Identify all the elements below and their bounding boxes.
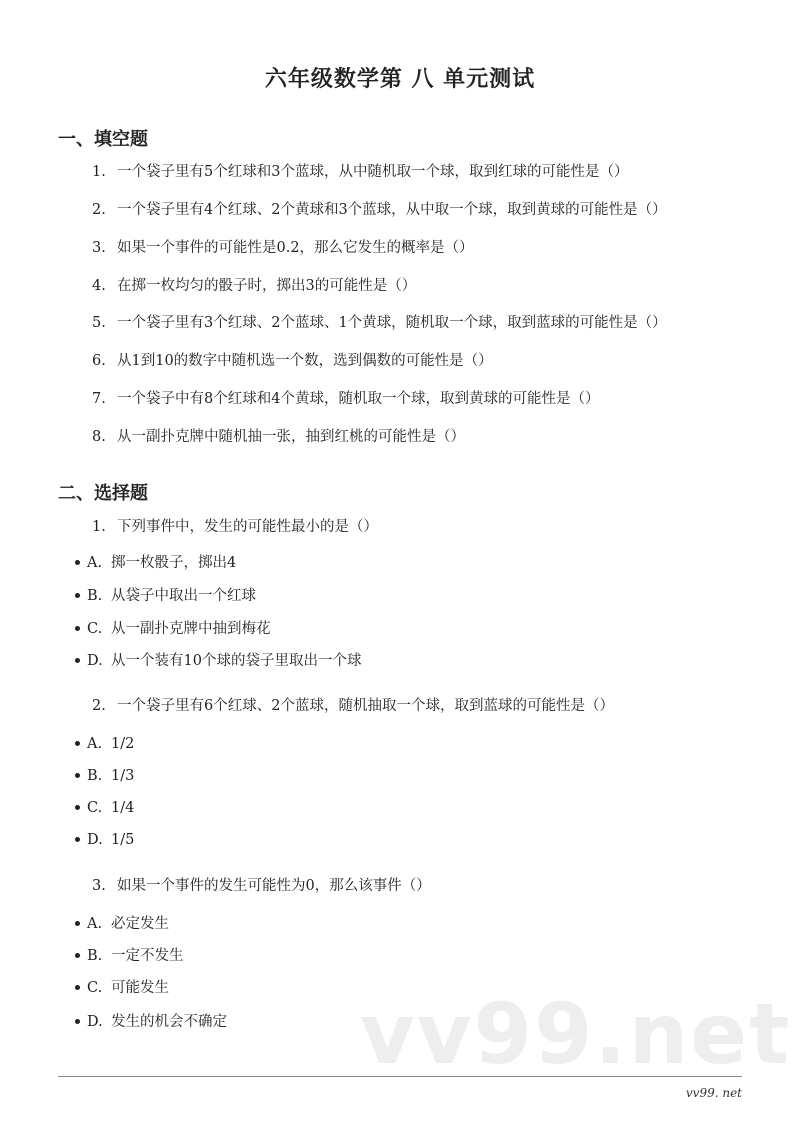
choice-option: A. 必定发生 [75, 914, 169, 934]
bullet-icon [75, 741, 80, 746]
bullet-icon [75, 626, 80, 631]
bullet-icon [75, 921, 80, 926]
bullet-icon [75, 1019, 80, 1024]
choice-option: C. 1/4 [75, 798, 134, 818]
footer-site-label: vv99. net [685, 1086, 742, 1100]
choice-option: A. 1/2 [75, 734, 134, 754]
bullet-icon [75, 837, 80, 842]
choice-option: B. 1/3 [75, 766, 134, 786]
fill-in-question: 6. 从1到10的数字中随机选一个数，选到偶数的可能性是（） [92, 353, 493, 369]
fill-in-question: 5. 一个袋子里有3个红球、2个蓝球、1个黄球，随机取一个球，取到蓝球的可能性是（） [92, 315, 667, 331]
choice-option: A. 掷一枚骰子，掷出4 [75, 553, 236, 573]
bullet-icon [75, 560, 80, 565]
bullet-icon [75, 953, 80, 958]
choice-option: D. 发生的机会不确定 [75, 1012, 227, 1032]
section-heading-multiple-choice: 二、选择题 [58, 483, 148, 504]
bullet-icon [75, 985, 80, 990]
page-title: 六年级数学第 八 单元测试 [264, 67, 536, 92]
watermark: vv99.net [360, 985, 792, 1083]
fill-in-question: 8. 从一副扑克牌中随机抽一张，抽到红桃的可能性是（） [92, 429, 465, 445]
choice-question: 2. 一个袋子里有6个红球、2个蓝球，随机抽取一个球，取到蓝球的可能性是（） [92, 698, 614, 714]
fill-in-question: 4. 在掷一枚均匀的骰子时，掷出3的可能性是（） [92, 278, 417, 294]
choice-option: B. 从袋子中取出一个红球 [75, 586, 256, 606]
choice-option: D. 1/5 [75, 830, 134, 850]
fill-in-question: 2. 一个袋子里有4个红球、2个黄球和3个蓝球，从中取一个球，取到黄球的可能性是（） [92, 202, 667, 218]
section-heading-fill-in: 一、填空题 [58, 129, 148, 150]
choice-option: C. 可能发生 [75, 978, 169, 998]
bullet-icon [75, 805, 80, 810]
bullet-icon [75, 773, 80, 778]
choice-option: B. 一定不发生 [75, 946, 184, 966]
fill-in-question: 1. 一个袋子里有5个红球和3个蓝球，从中随机取一个球，取到红球的可能性是（） [92, 164, 629, 180]
bullet-icon [75, 593, 80, 598]
choice-question: 1. 下列事件中，发生的可能性最小的是（） [92, 519, 378, 535]
footer-divider [58, 1076, 742, 1077]
bullet-icon [75, 658, 80, 663]
choice-question: 3. 如果一个事件的发生可能性为0，那么该事件（） [92, 878, 431, 894]
choice-option: D. 从一个装有10个球的袋子里取出一个球 [75, 651, 361, 671]
fill-in-question: 7. 一个袋子中有8个红球和4个黄球，随机取一个球，取到黄球的可能性是（） [92, 391, 600, 407]
choice-option: C. 从一副扑克牌中抽到梅花 [75, 619, 271, 639]
fill-in-question: 3. 如果一个事件的可能性是0.2，那么它发生的概率是（） [92, 240, 474, 256]
